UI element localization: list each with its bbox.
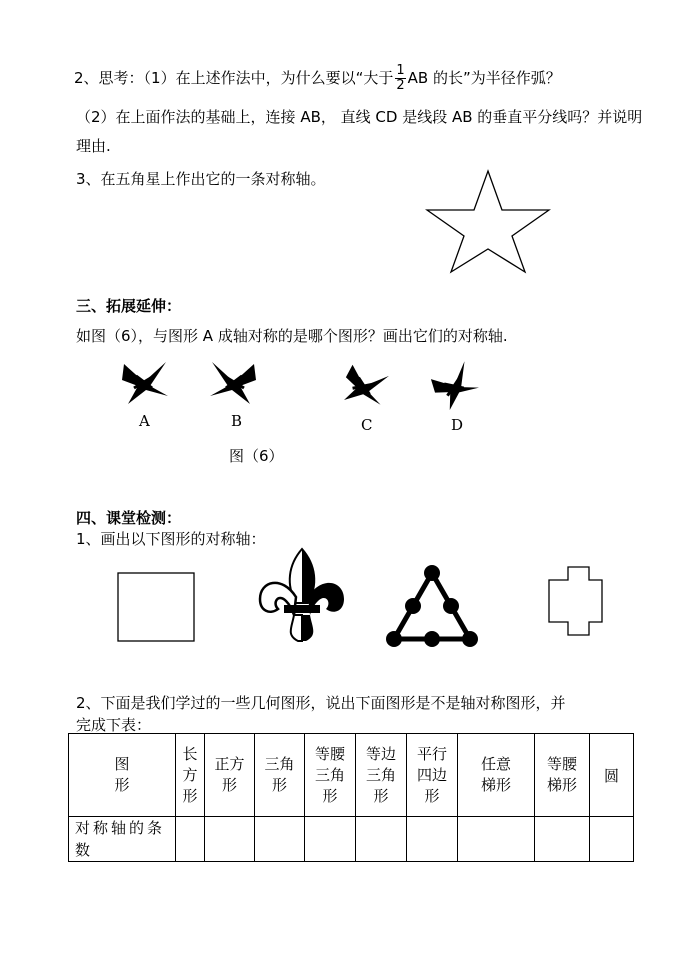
fraction-denominator: 2	[396, 78, 405, 93]
fleur-de-lis-figure	[260, 549, 344, 641]
figure6-shapes	[100, 350, 500, 420]
table-header-cell: 等腰梯形	[535, 734, 590, 817]
section4-q1: 1、画出以下图形的对称轴：	[76, 530, 266, 548]
table-header-cell: 三角形	[255, 734, 305, 817]
table-header-cell: 等腰三角形	[305, 734, 356, 817]
figure-label-b: B	[231, 412, 243, 430]
symmetry-figures	[116, 545, 616, 650]
table-header-cell: 长方形	[176, 734, 205, 817]
table-header-cell: 任意梯形	[458, 734, 535, 817]
q2-line2: （2）在上面作法的基础上，连接 AB， 直线 CD 是线段 AB 的垂直平分线吗？并说明	[76, 108, 643, 126]
section3-text: 如图（6），与图形 A 成轴对称的是哪个图形？画出它们的对称轴.	[76, 327, 508, 345]
figure-label-c: C	[361, 416, 373, 434]
q2-line1	[74, 64, 561, 93]
figure-label-a: A	[139, 412, 150, 430]
figure-d	[428, 360, 482, 412]
section4-q2-line1: 2、下面是我们学过的一些几何图形，说出下面图形是不是轴对称图形，并	[76, 694, 566, 712]
q2-line1-post: AB 的长”为半径作弧？	[407, 69, 561, 87]
figure-a	[122, 362, 168, 404]
answer-cell[interactable]	[458, 817, 535, 862]
q2-line3: 理由.	[76, 137, 111, 155]
table-header-cell: 正方形	[205, 734, 255, 817]
table-header-cell: 平行四边形	[407, 734, 458, 817]
square-figure	[118, 573, 194, 641]
table-header-row	[69, 734, 634, 817]
symmetry-table	[68, 733, 634, 862]
figure-b	[210, 362, 256, 404]
answer-cell[interactable]	[356, 817, 407, 862]
answer-cell[interactable]	[407, 817, 458, 862]
answer-cell[interactable]	[535, 817, 590, 862]
table-row-label: 对称轴的条数	[69, 817, 176, 862]
answer-cell[interactable]	[176, 817, 205, 862]
cross-figure	[549, 567, 602, 635]
answer-cell[interactable]	[305, 817, 356, 862]
fraction-half	[395, 64, 405, 93]
section4-title: 四、课堂检测：	[76, 509, 182, 527]
section3-title: 三、拓展延伸：	[76, 297, 182, 315]
fraction-numerator: 1	[396, 63, 405, 78]
figure6-caption: 图（6）	[229, 447, 284, 465]
answer-cell[interactable]	[255, 817, 305, 862]
q3-text: 3、在五角星上作出它的一条对称轴。	[76, 170, 326, 188]
table-header-cell: 等边三角形	[356, 734, 407, 817]
figure-c	[338, 362, 390, 412]
table-header-cell: 图形	[69, 734, 176, 817]
table-header-cell: 圆	[590, 734, 634, 817]
star-figure	[425, 168, 551, 274]
answer-cell[interactable]	[205, 817, 255, 862]
dot-triangle-figure	[386, 565, 478, 647]
figure-label-d: D	[451, 416, 464, 434]
table-row	[69, 817, 634, 862]
answer-cell[interactable]	[590, 817, 634, 862]
section4-q2-line2: 完成下表：	[76, 716, 152, 734]
q2-line1-pre: 2、思考：（1）在上述作法中，为什么要以“大于	[74, 69, 394, 87]
